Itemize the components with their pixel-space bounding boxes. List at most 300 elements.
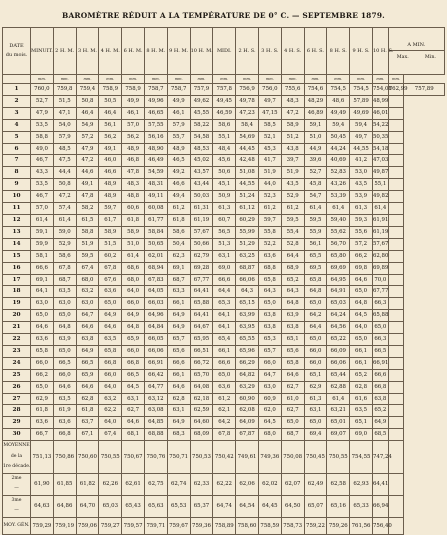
mean-cell: 62,74 <box>167 473 190 495</box>
reading-cell: 61,2 <box>213 393 236 405</box>
reading-cell: 66,05 <box>144 334 167 346</box>
reading-cell: 49,9 <box>167 95 190 107</box>
reading-cell: 66,6 <box>213 274 236 286</box>
date-header <box>3 28 31 75</box>
reading-cell: 65,22 <box>327 334 350 346</box>
unit-label: mm. <box>167 75 190 84</box>
reading-cell: 66,8 <box>99 357 122 369</box>
reading-cell: 47,23 <box>236 107 259 119</box>
empty-cell <box>388 322 404 334</box>
mean-cell: 61,82 <box>76 473 99 495</box>
mean-cell: 750,71 <box>167 441 190 474</box>
reading-cell: 46,1 <box>167 107 190 119</box>
reading-cell: 63,8 <box>76 334 99 346</box>
empty-cell <box>388 429 404 441</box>
mean-cell: 750,08 <box>281 441 304 474</box>
units-row <box>3 75 445 84</box>
reading-cell: 55,9 <box>304 226 327 238</box>
unit-label: mm. <box>258 75 281 84</box>
reading-cell: 47,2 <box>53 191 76 203</box>
reading-cell: 47,9 <box>31 107 54 119</box>
reading-cell: 44,9 <box>304 143 327 155</box>
day-number: 22 <box>3 334 31 346</box>
reading-cell: 61,4 <box>53 214 76 226</box>
reading-cell: 66,6 <box>372 369 388 381</box>
reading-cell: 63,3 <box>167 286 190 298</box>
reading-cell: 64,6 <box>350 274 373 286</box>
reading-cell: 43,26 <box>327 179 350 191</box>
reading-cell: 52,3 <box>258 191 281 203</box>
empty-cell <box>388 119 404 131</box>
reading-cell: 62,88 <box>327 381 350 393</box>
reading-cell: 65,80 <box>327 250 350 262</box>
reading-cell: 57,9 <box>53 131 76 143</box>
mean-cell: 65,53 <box>167 495 190 517</box>
reading-cell: 66,1 <box>167 369 190 381</box>
reading-cell: 47,8 <box>122 167 145 179</box>
unit-label: mm. <box>99 75 122 84</box>
reading-cell: 56,5 <box>213 226 236 238</box>
reading-cell: 46,6 <box>99 167 122 179</box>
reading-cell: 47,9 <box>76 143 99 155</box>
reading-cell: 48,5 <box>53 143 76 155</box>
general-mean-row <box>3 517 445 534</box>
reading-cell: 66,06 <box>144 345 167 357</box>
reading-cell: 65,0 <box>213 369 236 381</box>
day-number: 28 <box>3 405 31 417</box>
reading-cell: 64,56 <box>327 322 350 334</box>
mean-cell: 750,67 <box>122 441 145 474</box>
reading-cell: 51,08 <box>236 167 259 179</box>
reading-cell: 66,3 <box>372 298 388 310</box>
reading-cell: 64,96 <box>144 310 167 322</box>
barometer-table <box>2 27 445 535</box>
hour-header: 10 H. M. <box>190 28 213 75</box>
reading-cell: 49,0 <box>31 143 54 155</box>
reading-cell: 754,5 <box>350 84 373 96</box>
reading-cell: 54,18 <box>372 143 388 155</box>
reading-cell: 61,2 <box>167 203 190 215</box>
reading-cell: 62,9 <box>304 381 327 393</box>
reading-cell: 65,0 <box>350 334 373 346</box>
reading-cell: 63,0 <box>258 381 281 393</box>
reading-cell: 64,8 <box>122 322 145 334</box>
reading-cell: 59,1 <box>31 226 54 238</box>
reading-cell: 58,6 <box>53 250 76 262</box>
reading-cell: 758,9 <box>99 84 122 96</box>
reading-cell: 50,65 <box>144 238 167 250</box>
reading-cell: 58,22 <box>190 119 213 131</box>
reading-cell: 46,49 <box>144 155 167 167</box>
mean-cell: 61,85 <box>53 473 76 495</box>
reading-cell: 61,6 <box>350 393 373 405</box>
reading-cell: 69,0 <box>213 262 236 274</box>
reading-cell: 63,8 <box>258 310 281 322</box>
reading-cell: 64,7 <box>76 310 99 322</box>
reading-cell: 48,9 <box>99 179 122 191</box>
hour-header: MIDI. <box>213 28 236 75</box>
day-number: 19 <box>3 298 31 310</box>
reading-cell: 69,1 <box>167 262 190 274</box>
day-number: 9 <box>3 179 31 191</box>
reading-cell: 44,6 <box>76 167 99 179</box>
reading-cell: 62,01 <box>144 250 167 262</box>
hour-header: 2 H. S. <box>236 28 259 75</box>
reading-cell: 54,7 <box>304 191 327 203</box>
reading-cell: 64,5 <box>122 381 145 393</box>
reading-cell: 46,4 <box>76 107 99 119</box>
general-mean-cell: 759,19 <box>53 517 76 534</box>
mean-cell: 62,61 <box>122 473 145 495</box>
reading-cell: 66,8 <box>53 429 76 441</box>
mean-cell: 62,49 <box>304 473 327 495</box>
reading-cell: 64,67 <box>190 322 213 334</box>
reading-cell: 55,7 <box>167 131 190 143</box>
reading-cell: 61,4 <box>327 393 350 405</box>
reading-cell: 49,45 <box>213 95 236 107</box>
reading-cell: 68,88 <box>144 429 167 441</box>
reading-cell: 52,9 <box>53 238 76 250</box>
reading-cell: 61,8 <box>76 405 99 417</box>
mean-cell: 62,06 <box>236 473 259 495</box>
reading-cell: 65,0 <box>99 298 122 310</box>
reading-cell: 63,5 <box>53 286 76 298</box>
reading-cell: 66,5 <box>53 357 76 369</box>
reading-cell: 49,49 <box>327 107 350 119</box>
reading-cell: 64,3 <box>281 286 304 298</box>
empty-cell <box>388 238 404 250</box>
mean-cell: 750,55 <box>327 441 350 474</box>
table-row <box>3 393 445 405</box>
reading-cell: 46,89 <box>304 107 327 119</box>
general-mean-cell: 759,29 <box>31 517 54 534</box>
mean-cell: 751,13 <box>31 441 54 474</box>
mean-cell: 62,58 <box>327 473 350 495</box>
reading-cell: 48,3 <box>122 179 145 191</box>
reading-cell: 64,0 <box>99 381 122 393</box>
mean-cell: 64,63 <box>31 495 54 517</box>
reading-cell: 51,0 <box>304 131 327 143</box>
reading-cell: 65,0 <box>258 298 281 310</box>
reading-cell: 65,8 <box>304 274 327 286</box>
reading-cell: 50,4 <box>167 238 190 250</box>
reading-cell: 59,1 <box>304 119 327 131</box>
reading-cell: 66,0 <box>99 369 122 381</box>
reading-cell: 67,8 <box>213 429 236 441</box>
reading-cell: 762,99 <box>388 84 404 96</box>
reading-cell: 47,8 <box>76 191 99 203</box>
reading-cell: 66,6 <box>31 262 54 274</box>
reading-cell: 64,3 <box>236 286 259 298</box>
reading-cell: 48,29 <box>304 95 327 107</box>
reading-cell: 64,6 <box>53 381 76 393</box>
general-mean-label: MOY. GÉN. <box>3 517 31 534</box>
reading-cell: 64,85 <box>144 417 167 429</box>
general-mean-cell: 758,73 <box>281 517 304 534</box>
reading-cell: 55,6 <box>350 226 373 238</box>
mean-cell: 64,54 <box>236 495 259 517</box>
reading-cell: 66,1 <box>167 298 190 310</box>
reading-cell: 66,42 <box>144 369 167 381</box>
reading-cell: 64,6 <box>31 322 54 334</box>
day-number: 4 <box>3 119 31 131</box>
reading-cell: 58,8 <box>31 131 54 143</box>
unit-label: mm. <box>236 75 259 84</box>
day-number: 30 <box>3 429 31 441</box>
reading-cell: 65,0 <box>304 334 327 346</box>
reading-cell: 755,6 <box>281 84 304 96</box>
reading-cell: 61,4 <box>372 203 388 215</box>
reading-cell: 63,95 <box>236 322 259 334</box>
reading-cell: 59,40 <box>327 214 350 226</box>
table-row <box>3 95 445 107</box>
reading-cell: 63,5 <box>350 405 373 417</box>
general-mean-cell: 759,06 <box>76 517 99 534</box>
reading-cell: 52,83 <box>327 167 350 179</box>
empty-cell <box>388 381 404 393</box>
mois-label: du mois. <box>5 52 28 58</box>
reading-cell: 50,5 <box>99 95 122 107</box>
reading-cell: 61,31 <box>190 203 213 215</box>
reading-cell: 62,1 <box>213 405 236 417</box>
reading-cell: 65,4 <box>213 334 236 346</box>
empty-cell <box>388 405 404 417</box>
empty-cell <box>388 250 404 262</box>
table-row <box>3 262 445 274</box>
table-row <box>3 84 445 96</box>
table-row <box>3 417 445 429</box>
reading-cell: 63,1 <box>167 405 190 417</box>
mean-cell: 750,86 <box>53 441 76 474</box>
reading-cell: 66,0 <box>304 345 327 357</box>
reading-cell: 62,80 <box>372 250 388 262</box>
empty-cell <box>388 226 404 238</box>
reading-cell: 66,0 <box>122 298 145 310</box>
reading-cell: 64,09 <box>236 417 259 429</box>
reading-cell: 52,7 <box>31 95 54 107</box>
reading-cell: 69,28 <box>190 262 213 274</box>
day-number: 8 <box>3 167 31 179</box>
empty-cell <box>388 167 404 179</box>
day-number: 13 <box>3 226 31 238</box>
day-number: 29 <box>3 417 31 429</box>
empty-cell <box>388 417 404 429</box>
reading-cell: 64,8 <box>281 298 304 310</box>
page-title: BAROMÈTRE RÉDUIT A LA TEMPÉRATURE DE 0° C. — SEPTEMBRE 1879. <box>62 11 385 20</box>
table-row <box>3 250 445 262</box>
reading-cell: 49,2 <box>167 167 190 179</box>
empty-cell <box>388 473 404 495</box>
reading-cell: 43,44 <box>190 179 213 191</box>
reading-cell: 43,3 <box>31 167 54 179</box>
decade-label-line: 1re décade. <box>3 464 31 470</box>
reading-cell: 45,6 <box>213 155 236 167</box>
reading-cell: 63,2 <box>99 393 122 405</box>
reading-cell: 49,4 <box>167 191 190 203</box>
mean-cell: 65,16 <box>327 495 350 517</box>
reading-cell: 51,5 <box>99 238 122 250</box>
day-number: 12 <box>3 214 31 226</box>
reading-cell: 66,1 <box>350 357 373 369</box>
reading-cell: 63,1 <box>122 393 145 405</box>
reading-cell: 63,21 <box>327 405 350 417</box>
reading-cell: 62,08 <box>236 405 259 417</box>
reading-cell: 66,29 <box>236 357 259 369</box>
reading-cell: 62,9 <box>31 393 54 405</box>
mean-cell: 64,45 <box>258 495 281 517</box>
reading-cell: 63,25 <box>236 250 259 262</box>
date-label: DATE <box>9 43 24 49</box>
reading-cell: 49,78 <box>236 95 259 107</box>
reading-cell: 60,08 <box>144 203 167 215</box>
reading-cell: 60,6 <box>122 203 145 215</box>
reading-cell: 49,82 <box>372 191 388 203</box>
reading-cell: 66,3 <box>372 334 388 346</box>
reading-cell: 66,2 <box>31 369 54 381</box>
reading-cell: 66,72 <box>190 357 213 369</box>
reading-cell: 48,9 <box>122 143 145 155</box>
reading-cell: 48,9 <box>167 143 190 155</box>
reading-cell: 54,59 <box>144 167 167 179</box>
reading-cell: 58,1 <box>31 250 54 262</box>
reading-cell: 68,6 <box>122 262 145 274</box>
reading-cell: 62,3 <box>167 250 190 262</box>
reading-cell: 46,65 <box>144 107 167 119</box>
reading-cell: 53,5 <box>31 119 54 131</box>
reading-cell: 48,3 <box>281 95 304 107</box>
reading-cell: 69,69 <box>327 262 350 274</box>
day-number: 23 <box>3 345 31 357</box>
reading-cell: 52,8 <box>281 238 304 250</box>
reading-cell: 61,77 <box>144 214 167 226</box>
reading-cell: 66,5 <box>372 345 388 357</box>
empty-cell <box>388 143 404 155</box>
empty-cell <box>388 179 404 191</box>
reading-cell: 57,55 <box>144 119 167 131</box>
reading-cell: 47,03 <box>372 155 388 167</box>
mean-cell: 65,33 <box>350 495 373 517</box>
reading-cell: 65,0 <box>350 286 373 298</box>
day-number: 25 <box>3 369 31 381</box>
reading-cell: 62,59 <box>190 405 213 417</box>
decade-label-line: — <box>14 508 19 514</box>
reading-cell: 66,91 <box>372 357 388 369</box>
decade-mean-row <box>3 473 445 495</box>
reading-cell: 50,66 <box>190 238 213 250</box>
reading-cell: 61,2 <box>258 203 281 215</box>
reading-cell: 64,1 <box>31 286 54 298</box>
reading-cell: 64,82 <box>236 369 259 381</box>
reading-cell: 58,6 <box>213 119 236 131</box>
reading-cell: 43,8 <box>281 143 304 155</box>
reading-cell: 51,9 <box>281 167 304 179</box>
reading-cell: 60,29 <box>236 214 259 226</box>
reading-cell: 47,1 <box>53 107 76 119</box>
reading-cell: 49,96 <box>144 95 167 107</box>
unit-label: mm. <box>388 75 404 84</box>
reading-cell: 51,9 <box>258 167 281 179</box>
reading-cell: 65,15 <box>236 298 259 310</box>
table-row <box>3 322 445 334</box>
mean-cell: 64,41 <box>372 473 388 495</box>
empty-cell <box>388 107 404 119</box>
day-number: 5 <box>3 131 31 143</box>
reading-cell: 64,08 <box>190 381 213 393</box>
table-row <box>3 369 445 381</box>
reading-cell: 57,0 <box>122 119 145 131</box>
unit-label: mm. <box>122 75 145 84</box>
reading-cell: 68,1 <box>122 429 145 441</box>
reading-cell: 52,1 <box>258 131 281 143</box>
reading-cell: 47,5 <box>53 155 76 167</box>
day-number: 16 <box>3 262 31 274</box>
reading-cell: 64,9 <box>99 310 122 322</box>
hour-header: 6 H. S. <box>304 28 327 75</box>
unit-label: mm. <box>281 75 304 84</box>
reading-cell: 58,9 <box>122 226 145 238</box>
reading-cell: 67,1 <box>76 429 99 441</box>
mean-cell: 62,02 <box>258 473 281 495</box>
reading-cell: 47,2 <box>281 107 304 119</box>
reading-cell: 51,0 <box>122 238 145 250</box>
reading-cell: 756,9 <box>236 84 259 96</box>
empty-cell <box>388 345 404 357</box>
reading-cell: 66,8 <box>372 381 388 393</box>
unit-label: mm. <box>372 75 388 84</box>
reading-cell: 65,2 <box>281 274 304 286</box>
reading-cell: 41,2 <box>350 155 373 167</box>
table-row <box>3 298 445 310</box>
reading-cell: 63,6 <box>31 334 54 346</box>
reading-cell: 68,7 <box>167 274 190 286</box>
reading-cell: 52,9 <box>281 191 304 203</box>
reading-cell: 65,96 <box>236 345 259 357</box>
reading-cell: 49,7 <box>258 95 281 107</box>
reading-cell: 45,3 <box>258 143 281 155</box>
reading-cell: 49,62 <box>190 95 213 107</box>
reading-cell: 53,9 <box>350 191 373 203</box>
decade-label <box>3 441 31 474</box>
reading-cell: 61,0 <box>281 393 304 405</box>
reading-cell: 64,6 <box>281 369 304 381</box>
reading-cell: 65,9 <box>76 369 99 381</box>
reading-cell: 49,1 <box>76 179 99 191</box>
mean-cell: 65,37 <box>190 495 213 517</box>
reading-cell: 65,1 <box>281 334 304 346</box>
reading-cell: 55,4 <box>281 226 304 238</box>
reading-cell: 66,6 <box>213 357 236 369</box>
reading-cell: 60,9 <box>258 393 281 405</box>
reading-cell: 63,5 <box>53 393 76 405</box>
min-label: Min. <box>424 55 436 60</box>
day-number: 14 <box>3 238 31 250</box>
reading-cell: 49,87 <box>372 167 388 179</box>
reading-cell: 64,60 <box>190 417 213 429</box>
day-number: 17 <box>3 274 31 286</box>
reading-cell: 55,1 <box>213 131 236 143</box>
reading-cell: 65,5 <box>304 250 327 262</box>
reading-cell: 64,9 <box>167 322 190 334</box>
reading-cell: 55,62 <box>327 226 350 238</box>
reading-cell: 64,9 <box>372 417 388 429</box>
reading-cell: 66,0 <box>122 345 145 357</box>
reading-cell: 59,5 <box>304 214 327 226</box>
decade-label-line: 3me <box>11 497 22 503</box>
mean-cell: 65,63 <box>144 495 167 517</box>
reading-cell: 55,8 <box>258 226 281 238</box>
reading-cell: 65,0 <box>281 417 304 429</box>
unit-label: mm. <box>327 75 350 84</box>
